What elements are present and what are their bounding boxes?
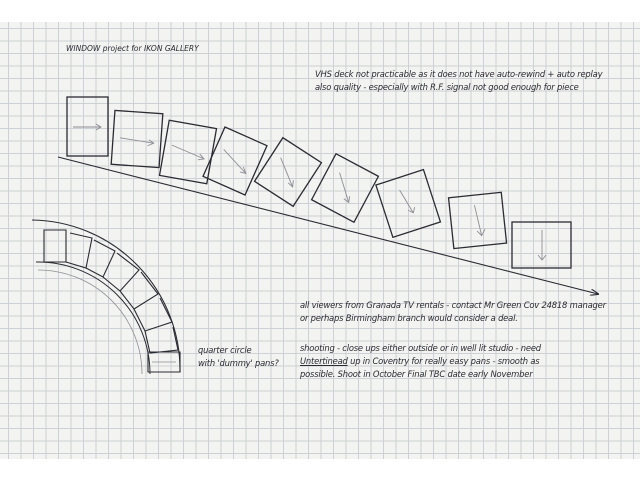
quarter-circle-note (198, 344, 279, 370)
project-title-note: WINDOW project for IKON GALLERY (66, 44, 199, 53)
note-line: or perhaps Birmingham branch would consider a deal. (300, 313, 518, 323)
viewers-note (300, 299, 606, 325)
monitor-box (67, 97, 108, 156)
note-line: VHS deck not practicable as it does not have auto-rewind + auto replay (315, 69, 603, 79)
note-line: shooting - close ups either outside or in well lit studio - need (300, 343, 541, 353)
monitor-box (512, 222, 571, 268)
vhs-deck-note (315, 68, 602, 94)
note-line: also quality - especially with R.F. signal not good enough for piece (315, 82, 579, 92)
shooting-note (300, 342, 541, 381)
monitor-box (203, 127, 267, 195)
note-line: possible. Shoot in October Final TBC date early November (300, 369, 533, 379)
underlined-word: Untertinead (300, 356, 348, 366)
note-line-rest: up in Coventry for really easy pans - smooth as (347, 356, 540, 366)
quarter-circle-sketch (32, 220, 180, 374)
note-line: all viewers from Granada TV rentals - contact Mr Green Cov 24818 manager (300, 300, 606, 310)
monitor-box (255, 138, 322, 207)
monitor-box (449, 192, 507, 248)
baseline-arrow (58, 157, 598, 294)
note-line: quarter circle (198, 345, 252, 355)
monitor-box (160, 120, 217, 183)
monitor-box (111, 110, 163, 167)
note-line (300, 355, 541, 368)
monitor-box (312, 154, 379, 222)
monitor-box (376, 170, 441, 238)
note-line: with 'dummy' pans? (198, 358, 279, 368)
